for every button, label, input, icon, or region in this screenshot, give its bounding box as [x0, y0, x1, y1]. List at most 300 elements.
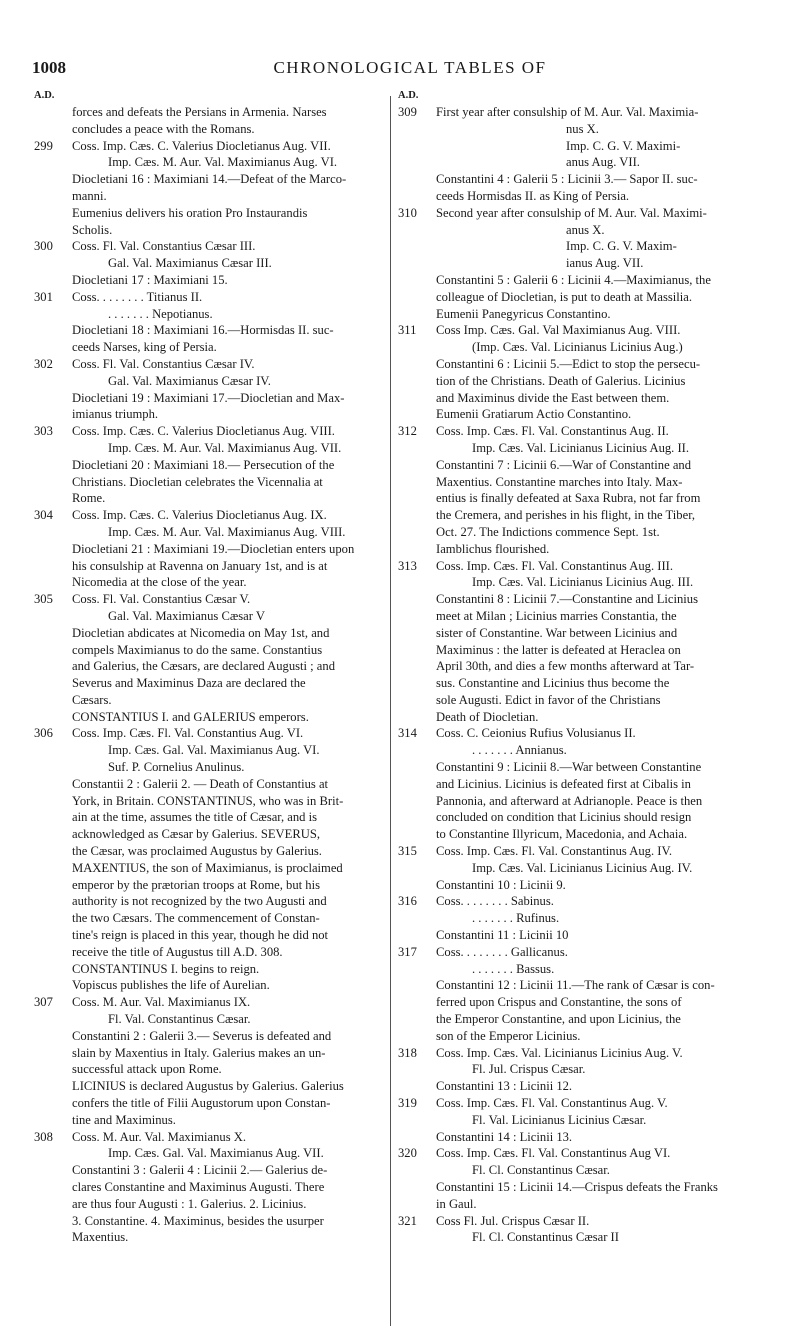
entry-line [398, 373, 760, 390]
line-text: CONSTANTIUS I. and GALERIUS emperors. [72, 709, 309, 724]
line-text: CONSTANTINUS I. begins to reign. [72, 961, 260, 976]
entry-line [34, 238, 386, 255]
entry-line [34, 1078, 386, 1095]
line-text: successful attack upon Rome. [72, 1062, 222, 1077]
line-text: Pannonia, and afterward at Adrianople. Peace is then [436, 793, 703, 808]
entry-line [398, 1229, 760, 1246]
line-text: Maximinus : the latter is defeated at Heraclea on [436, 642, 681, 657]
line-text: Suf. P. Cornelius Anulinus. [108, 760, 245, 775]
line-text: Oct. 27. The Indictions commence Sept. 1st. [436, 524, 660, 539]
entry-line [398, 826, 760, 843]
line-text: compels Maximianus to do the same. Constantius [72, 642, 323, 657]
entry-line [398, 709, 760, 726]
ad-label-right: A.D. [398, 90, 419, 101]
line-text: Coss Fl. Jul. Crispus Cæsar II. [436, 1213, 590, 1228]
year-number: 319 [398, 1096, 417, 1111]
line-text: Fl. Val. Constantinus Cæsar. [108, 1012, 251, 1027]
entry-line [398, 910, 760, 927]
entry-line [34, 1145, 386, 1162]
entry-line [398, 1028, 760, 1045]
line-text: Constantini 9 : Licinii 8.—War between Constantine [436, 760, 702, 775]
line-text: and Maximinus divide the East between them. [436, 390, 670, 405]
entry-line [398, 675, 760, 692]
line-text: Imp. C. G. V. Maxim- [566, 239, 677, 254]
line-text: tine and Maximinus. [72, 1112, 176, 1127]
line-text: Gal. Val. Maximianus Cæsar IV. [108, 373, 271, 388]
entry-line [34, 1011, 386, 1028]
line-text: the Cremera, and perishes in his flight, in the Tiber, [436, 508, 696, 523]
entry-line [34, 390, 386, 407]
line-text: . . . . . . . Annianus. [472, 743, 567, 758]
entry-line [34, 1061, 386, 1078]
line-text: Vopiscus publishes the life of Aurelian. [72, 978, 270, 993]
entry-line [398, 474, 760, 491]
entry-line [34, 306, 386, 323]
line-text: Coss Imp. Cæs. Gal. Val Maximianus Aug. VIII. [436, 323, 681, 338]
entry-line [34, 406, 386, 423]
page-title: CHRONOLOGICAL TABLES OF [273, 58, 547, 77]
ad-label-left: A.D. [34, 90, 55, 101]
year-number: 310 [398, 205, 417, 220]
line-text: Coss. . . . . . . . Sabinus. [436, 894, 554, 909]
entry-line [398, 944, 760, 961]
column-divider [390, 96, 391, 1326]
line-text: Severus and Maximinus Daza are declared the [72, 676, 306, 691]
entry-line [34, 893, 386, 910]
entry-line [398, 171, 760, 188]
entry-line [34, 272, 386, 289]
line-text: anus Aug. VII. [566, 155, 640, 170]
line-text: Nicomedia at the close of the year. [72, 575, 247, 590]
line-text: Constantini 5 : Galerii 6 : Licinii 4.—Maximianus, the [436, 272, 711, 287]
entry-line [34, 423, 386, 440]
entry-line [34, 574, 386, 591]
year-number: 300 [34, 239, 53, 254]
line-text: receive the title of Augustus till A.D. 308. [72, 944, 283, 959]
line-text: Coss. . . . . . . . Gallicanus. [436, 944, 568, 959]
entry-line [398, 188, 760, 205]
year-number: 321 [398, 1213, 417, 1228]
entry-line [398, 759, 760, 776]
entry-line [398, 1196, 760, 1213]
entry-line [34, 860, 386, 877]
line-text: Gal. Val. Maximianus Cæsar V [108, 608, 265, 623]
year-number: 304 [34, 508, 53, 523]
entry-line [398, 423, 760, 440]
entry-line [34, 474, 386, 491]
line-text: Imp. Cæs. Val. Licinianus Licinius Aug. II. [472, 440, 689, 455]
entry-line [398, 893, 760, 910]
line-text: Constantini 13 : Licinii 12. [436, 1079, 573, 1094]
line-text: 3. Constantine. 4. Maximinus, besides the usurper [72, 1213, 324, 1228]
entry-line [398, 1179, 760, 1196]
line-text: Imp. Cæs. Val. Licinianus Licinius Aug. IV. [472, 860, 693, 875]
entry-line [34, 205, 386, 222]
entry-line [34, 658, 386, 675]
line-text: emperor by the prætorian troops at Rome, but his [72, 877, 320, 892]
entry-line [34, 977, 386, 994]
year-number: 302 [34, 356, 53, 371]
line-text: ferred upon Crispus and Constantine, the sons of [436, 995, 682, 1010]
entry-line [398, 289, 760, 306]
line-text: Constantini 12 : Licinii 11.—The rank of Cæsar is con- [436, 978, 715, 993]
line-text: Diocletiani 17 : Maximiani 15. [72, 272, 228, 287]
entry-line [398, 809, 760, 826]
line-text: LICINIUS is declared Augustus by Galerius. Galerius [72, 1079, 344, 1094]
line-text: acknowledged as Cæsar by Galerius. SEVERUS, [72, 827, 320, 842]
entry-line [34, 910, 386, 927]
entry-line [398, 524, 760, 541]
entry-line [34, 524, 386, 541]
entry-line [34, 138, 386, 155]
line-text: Maxentius. Constantine marches into Italy. Max- [436, 474, 683, 489]
entry-line [34, 1196, 386, 1213]
line-text: Diocletiani 21 : Maximiani 19.—Diocletian enters upon [72, 541, 355, 556]
line-text: Constantini 7 : Licinii 6.—War of Constantine and [436, 457, 692, 472]
line-text: Coss. C. Ceionius Rufius Volusianus II. [436, 726, 636, 741]
entry-line [34, 339, 386, 356]
entry-line [398, 725, 760, 742]
year-number: 308 [34, 1129, 53, 1144]
line-text: his consulship at Ravenna on January 1st, and is at [72, 558, 328, 573]
entry-line [398, 927, 760, 944]
line-text: colleague of Diocletian, is put to death at Massilia. [436, 289, 693, 304]
entry-line [398, 692, 760, 709]
line-text: Coss. M. Aur. Val. Maximianus IX. [72, 995, 251, 1010]
line-text: Coss. Imp. Cæs. Fl. Val. Constantinus Aug. II. [436, 424, 669, 439]
line-text: Imp. C. G. V. Maximi- [566, 138, 681, 153]
entry-line [34, 322, 386, 339]
line-text: Coss. Imp. Cæs. Fl. Val. Constantius Aug. VI. [72, 726, 304, 741]
entry-line [34, 809, 386, 826]
year-number: 306 [34, 726, 53, 741]
line-text: confers the title of Filii Augustorum upon Constan- [72, 1096, 331, 1111]
entry-line [398, 608, 760, 625]
entry-line [398, 1045, 760, 1062]
entry-line [34, 709, 386, 726]
entry-line [398, 205, 760, 222]
line-text: sister of Constantine. War between Licinius and [436, 625, 678, 640]
line-text: ceeds Narses, king of Persia. [72, 340, 217, 355]
entry-line [398, 642, 760, 659]
year-number: 315 [398, 844, 417, 859]
line-text: Imp. Cæs. M. Aur. Val. Maximianus Aug. VI. [108, 155, 338, 170]
entry-line [398, 742, 760, 759]
left-column [34, 88, 386, 1246]
year-number: 311 [398, 323, 417, 338]
entry-line [398, 793, 760, 810]
entry-line [398, 457, 760, 474]
line-text: Imp. Cæs. Gal. Val. Maximianus Aug. VII. [108, 1146, 324, 1161]
year-number: 316 [398, 894, 417, 909]
entry-line [34, 675, 386, 692]
year-number: 318 [398, 1045, 417, 1060]
page-header [30, 58, 790, 86]
entry-line [398, 1162, 760, 1179]
entry-line [398, 843, 760, 860]
entry-line [34, 961, 386, 978]
line-text: Coss. Imp. Cæs. Fl. Val. Constantinus Aug. IV. [436, 844, 673, 859]
entry-line [398, 255, 760, 272]
line-text: Eumenius delivers his oration Pro Instaurandis [72, 205, 308, 220]
line-text: in Gaul. [436, 1196, 477, 1211]
line-text: authority is not recognized by the two Augusti and [72, 894, 327, 909]
line-text: Coss. Imp. Cæs. Fl. Val. Constantinus Aug. III. [436, 558, 673, 573]
line-text: Constantini 2 : Galerii 3.— Severus is defeated and [72, 1028, 332, 1043]
entry-line [34, 541, 386, 558]
line-text: Death of Diocletian. [436, 709, 539, 724]
line-text: imianus triumph. [72, 407, 159, 422]
year-number: 303 [34, 424, 53, 439]
line-text: tion of the Christians. Death of Galerius. Licinius [436, 373, 686, 388]
entry-line [34, 457, 386, 474]
entry-line [34, 289, 386, 306]
line-text: Scholis. [72, 222, 113, 237]
entry-line [398, 877, 760, 894]
year-number: 313 [398, 558, 417, 573]
entry-line [34, 591, 386, 608]
right-column [398, 88, 760, 1246]
entry-line [34, 1095, 386, 1112]
page-number: 1008 [32, 58, 66, 77]
line-text: sole Augusti. Edict in favor of the Christians [436, 692, 661, 707]
line-text: Imp. Cæs. M. Aur. Val. Maximianus Aug. VIII. [108, 524, 346, 539]
line-text: York, in Britain. CONSTANTINUS, who was in Brit- [72, 793, 344, 808]
entry-line [398, 339, 760, 356]
line-text: Diocletian abdicates at Nicomedia on May 1st, and [72, 625, 330, 640]
line-text: are thus four Augusti : 1. Galerius. 2. Licinius. [72, 1196, 307, 1211]
entry-line [34, 154, 386, 171]
line-text: concluded on condition that Licinius should resign [436, 810, 692, 825]
line-text: Cæsars. [72, 692, 112, 707]
entry-line [398, 1112, 760, 1129]
line-text: Fl. Cl. Constantinus Cæsar II [472, 1230, 619, 1245]
line-text: and Licinius. Licinius is defeated first at Cibalis in [436, 776, 691, 791]
line-text: and Galerius, the Cæsars, are declared Augusti ; and [72, 659, 335, 674]
entry-line [34, 692, 386, 709]
line-text: Constantini 3 : Galerii 4 : Licinii 2.— Galerius de- [72, 1163, 328, 1178]
line-text: Second year after consulship of M. Aur. Val. Maximi- [436, 205, 707, 220]
line-text: Constantini 14 : Licinii 13. [436, 1129, 573, 1144]
line-text: forces and defeats the Persians in Armenia. Narses [72, 105, 327, 119]
entry-line [34, 877, 386, 894]
entry-line [398, 977, 760, 994]
entry-line [34, 222, 386, 239]
line-text: Constantini 11 : Licinii 10 [436, 928, 569, 943]
entry-line [398, 574, 760, 591]
line-text: tine's reign is placed in this year, though he did not [72, 928, 329, 943]
line-text: clares Constantine and Maximinus Augusti. There [72, 1180, 325, 1194]
entry-line [398, 306, 760, 323]
line-text: Coss. Imp. Cæs. C. Valerius Diocletianus Aug. VIII. [72, 424, 335, 439]
line-text: the Emperor Constantine, and upon Licinius, the [436, 1012, 681, 1027]
entry-line [34, 255, 386, 272]
entry-line [34, 373, 386, 390]
line-text: Constantini 10 : Licinii 9. [436, 877, 566, 892]
entry-line [34, 625, 386, 642]
year-number: 305 [34, 592, 53, 607]
year-number: 309 [398, 105, 417, 119]
entry-line [34, 356, 386, 373]
entry-line [34, 826, 386, 843]
entry-line [398, 1213, 760, 1230]
entry-line [34, 558, 386, 575]
entry-line [34, 776, 386, 793]
line-text: Diocletiani 19 : Maximiani 17.—Diocletian and Max- [72, 390, 345, 405]
line-text: nus X. [566, 121, 599, 136]
line-text: son of the Emperor Licinius. [436, 1028, 581, 1043]
line-text: Coss. Imp. Cæs. C. Valerius Diocletianus Aug. IX. [72, 508, 327, 523]
entry-line [398, 541, 760, 558]
line-text: MAXENTIUS, the son of Maximianus, is proclaimed [72, 860, 343, 875]
entry-line [398, 625, 760, 642]
line-text: . . . . . . . Rufinus. [472, 911, 560, 926]
year-number: 312 [398, 424, 417, 439]
line-text: ceeds Hormisdas II. as King of Persia. [436, 188, 630, 203]
entry-line [398, 658, 760, 675]
line-text: Constantini 6 : Licinii 5.—Edict to stop the persecu- [436, 356, 701, 371]
entry-line [34, 490, 386, 507]
entry-line [34, 1045, 386, 1062]
year-number: 314 [398, 726, 417, 741]
line-text: Coss. Fl. Val. Constantius Cæsar V. [72, 592, 251, 607]
entry-line [398, 994, 760, 1011]
year-number: 299 [34, 138, 53, 153]
entry-line [398, 440, 760, 457]
entry-line [34, 171, 386, 188]
line-text: the Cæsar, was proclaimed Augustus by Galerius. [72, 844, 322, 859]
entry-line [398, 507, 760, 524]
entry-line [398, 222, 760, 239]
line-text: Fl. Jul. Crispus Cæsar. [472, 1062, 586, 1077]
entry-line [34, 1028, 386, 1045]
entry-line [398, 558, 760, 575]
line-text: entius is finally defeated at Saxa Rubra, not far from [436, 491, 701, 506]
entry-line [398, 272, 760, 289]
line-text: April 30th, and dies a few months afterward at Tar- [436, 659, 695, 674]
entry-line [398, 121, 760, 138]
entry-line [398, 1129, 760, 1146]
entry-line [34, 725, 386, 742]
line-text: First year after consulship of M. Aur. Val. Maximia- [436, 105, 699, 119]
entry-line [34, 843, 386, 860]
line-text: Christians. Diocletian celebrates the Vicennalia at [72, 474, 323, 489]
line-text: Diocletiani 20 : Maximiani 18.— Persecution of the [72, 457, 335, 472]
line-text: Imp. Cæs. Val. Licinianus Licinius Aug. III. [472, 575, 694, 590]
entry-line [34, 1229, 386, 1246]
line-text: Iamblichus flourished. [436, 541, 550, 556]
line-text: sus. Constantine and Licinius thus become the [436, 676, 670, 691]
entry-line [398, 1011, 760, 1028]
line-text: Fl. Val. Licinianus Licinius Cæsar. [472, 1112, 647, 1127]
entry-line [398, 406, 760, 423]
entry-line [34, 608, 386, 625]
entry-line [398, 1095, 760, 1112]
line-text: Gal. Val. Maximianus Cæsar III. [108, 256, 272, 271]
entry-line [398, 1145, 760, 1162]
line-text: Coss. Fl. Val. Constantius Cæsar III. [72, 239, 256, 254]
line-text: (Imp. Cæs. Val. Licinianus Licinius Aug.) [472, 340, 683, 355]
entry-line [34, 507, 386, 524]
entry-line [34, 944, 386, 961]
line-text: ianus Aug. VII. [566, 256, 644, 271]
line-text: Constantini 15 : Licinii 14.—Crispus defeats the Franks [436, 1180, 718, 1194]
line-text: Maxentius. [72, 1230, 129, 1245]
line-text: Rome. [72, 491, 106, 506]
line-text: Coss. Fl. Val. Constantius Cæsar IV. [72, 356, 255, 371]
line-text: concludes a peace with the Romans. [72, 121, 255, 136]
entry-line [398, 961, 760, 978]
year-number: 301 [34, 289, 53, 304]
entry-line [398, 776, 760, 793]
entry-line [34, 994, 386, 1011]
line-text: Coss. Imp. Cæs. Fl. Val. Constantinus Aug. V. [436, 1096, 668, 1111]
line-text: . . . . . . . Bassus. [472, 961, 555, 976]
entry-line [34, 1213, 386, 1230]
line-text: Coss. Imp. Cæs. Val. Licinianus Licinius Aug. V. [436, 1045, 683, 1060]
line-text: Imp. Cæs. Gal. Val. Maximianus Aug. VI. [108, 743, 320, 758]
entry-line [398, 860, 760, 877]
line-text: meet at Milan ; Licinius marries Constantia, the [436, 608, 677, 623]
line-text: Eumenii Panegyricus Constantino. [436, 306, 611, 321]
line-text: Diocletiani 18 : Maximiani 16.—Hormisdas II. suc- [72, 323, 334, 338]
line-text: to Constantine Illyricum, Macedonia, and Achaia. [436, 827, 688, 842]
entry-line [398, 490, 760, 507]
entry-line [34, 793, 386, 810]
line-text: Coss. Imp. Cæs. C. Valerius Diocletianus Aug. VII. [72, 138, 331, 153]
entry-line [398, 1078, 760, 1095]
line-text: Coss. . . . . . . . Titianus II. [72, 289, 203, 304]
line-text: ain at the time, assumes the title of Cæsar, and is [72, 810, 318, 825]
year-number: 320 [398, 1146, 417, 1161]
line-text: Constantini 8 : Licinii 7.—Constantine and Licinius [436, 592, 698, 607]
line-text: Imp. Cæs. M. Aur. Val. Maximianus Aug. VII. [108, 440, 342, 455]
entry-line [34, 927, 386, 944]
entry-line [34, 1129, 386, 1146]
entry-line [398, 356, 760, 373]
year-number: 307 [34, 995, 53, 1010]
year-number: 317 [398, 944, 417, 959]
entry-line [398, 591, 760, 608]
entry-line [34, 1179, 386, 1196]
line-text: Eumenii Gratiarum Actio Constantino. [436, 407, 632, 422]
entry-line [398, 154, 760, 171]
entry-line [34, 104, 386, 121]
entry-line [398, 322, 760, 339]
line-text: Coss. Imp. Cæs. Fl. Val. Constantinus Aug VI. [436, 1146, 671, 1161]
entry-line [34, 121, 386, 138]
entry-line [398, 104, 760, 121]
entry-line [398, 238, 760, 255]
line-text: Constantii 2 : Galerii 2. — Death of Constantius at [72, 776, 329, 791]
line-text: . . . . . . . Nepotianus. [108, 306, 213, 321]
entry-line [34, 642, 386, 659]
line-text: Coss. M. Aur. Val. Maximianus X. [72, 1129, 246, 1144]
line-text: Constantini 4 : Galerii 5 : Licinii 3.— Sapor II. suc- [436, 172, 698, 187]
line-text: Diocletiani 16 : Maximiani 14.—Defeat of the Marco- [72, 172, 347, 187]
entry-line [34, 759, 386, 776]
entry-line [398, 390, 760, 407]
entry-line [34, 742, 386, 759]
entry-line [34, 1112, 386, 1129]
line-text: manni. [72, 188, 107, 203]
entry-line [34, 440, 386, 457]
entry-line [34, 188, 386, 205]
entry-line [398, 138, 760, 155]
entry-line [398, 1061, 760, 1078]
entry-line [34, 1162, 386, 1179]
line-text: Fl. Cl. Constantinus Cæsar. [472, 1163, 610, 1178]
